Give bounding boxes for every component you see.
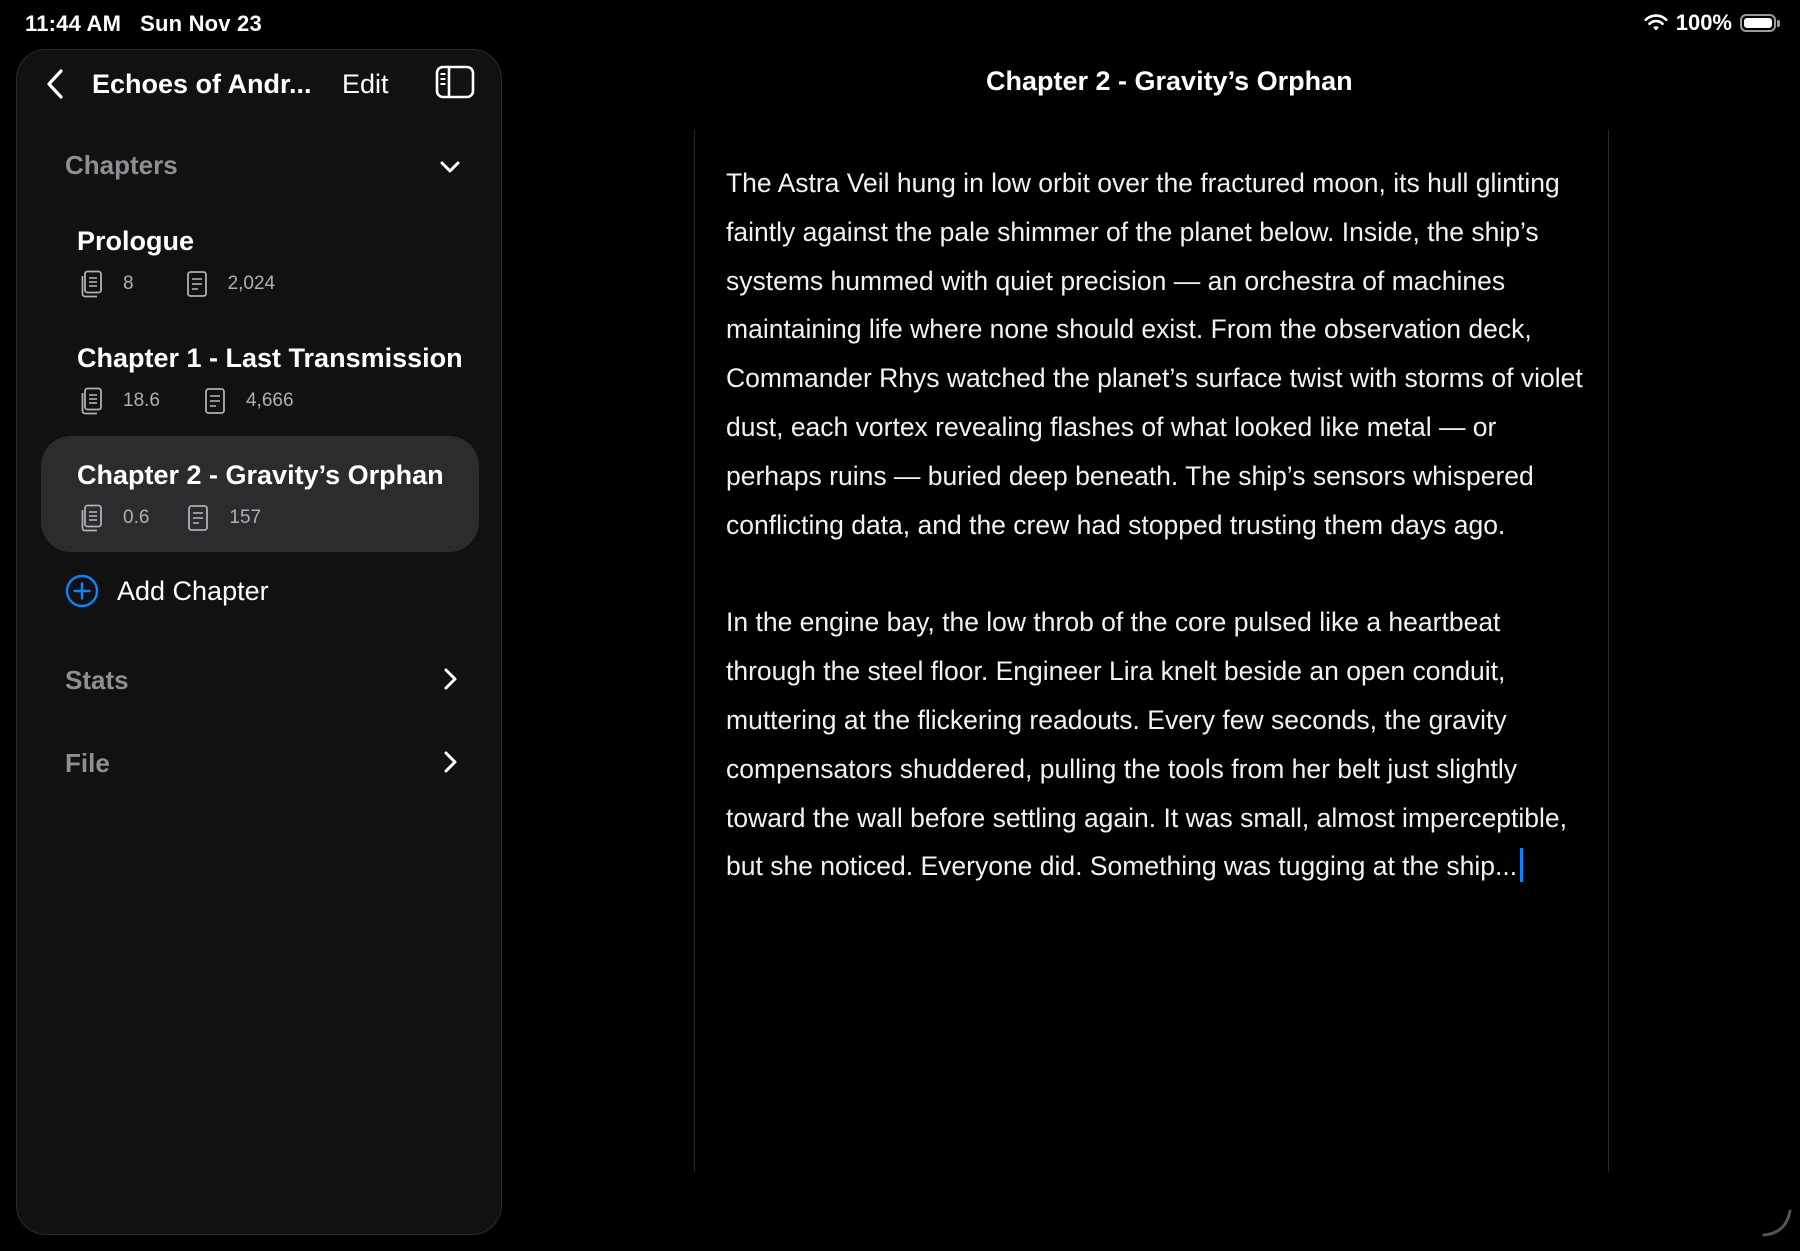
battery-icon: [1740, 14, 1776, 32]
add-chapter-label: Add Chapter: [117, 575, 269, 606]
status-bar: [0, 0, 1800, 48]
chapter-title: Prologue: [77, 226, 195, 256]
chapter-item-prologue[interactable]: [41, 202, 479, 318]
back-button[interactable]: [37, 64, 73, 104]
chapter-item-chapter-2[interactable]: [41, 436, 479, 552]
stats-section-label[interactable]: Stats: [65, 665, 129, 695]
chapter-meta: [81, 270, 307, 298]
chevron-right-icon[interactable]: [437, 749, 463, 775]
word-count: 4,666: [245, 390, 294, 411]
page-count: 0.6: [123, 507, 150, 528]
battery-level: [1744, 18, 1772, 28]
chapters-section-label[interactable]: Chapters: [65, 150, 178, 180]
word-count: 2,024: [227, 273, 276, 294]
text-cursor: [1520, 848, 1523, 882]
text-editor[interactable]: [726, 159, 1596, 940]
chapter-item-chapter-1[interactable]: [41, 319, 479, 435]
edit-button[interactable]: Edit: [342, 69, 389, 99]
status-indicators: [1644, 10, 1776, 36]
chapter-meta: [81, 387, 326, 415]
editor-left-border: [694, 130, 695, 1172]
sidebar-toggle-icon[interactable]: [435, 65, 475, 99]
chevron-down-icon[interactable]: [437, 154, 463, 180]
clock-time: 11:44 AM: [25, 11, 122, 36]
words-icon: [187, 504, 209, 532]
file-section-label[interactable]: File: [65, 748, 110, 778]
sidebar-header: [17, 50, 501, 118]
plus-circle-icon: [65, 574, 99, 608]
words-icon: [186, 270, 208, 298]
chapter-title: Chapter 2 - Gravity’s Orphan: [77, 460, 444, 490]
chapter-title: Chapter 1 - Last Transmission: [77, 343, 463, 373]
pages-icon: [81, 387, 103, 415]
document-title[interactable]: Echoes of Andr...: [92, 69, 312, 99]
paragraph[interactable]: The Astra Veil hung in low orbit over the fractured moon, its hull glinting faintly against the pale shimmer of the planet below. Inside, the ship’s systems hummed with quiet precision — an orchestra of machines maintaining life where none should exist. From the observation deck, Commander Rhys watched the planet’s surface twist with storms of violet dust, each vortex revealing flashes of what looked like metal — or perhaps ruins — buried deep beneath. The ship’s sensors whispered conflicting data, and the crew had stopped trusting them days ago.: [726, 168, 1583, 540]
editor-right-border: [1608, 130, 1609, 1172]
words-icon: [204, 387, 226, 415]
page-count: 8: [123, 273, 134, 294]
page-count: 18.6: [123, 390, 160, 411]
pages-icon: [81, 504, 103, 532]
resize-handle-icon[interactable]: [1760, 1205, 1794, 1239]
paragraph-text: In the engine bay, the low throb of the core pulsed like a heartbeat through the steel floor. Engineer Lira knelt beside an open conduit, muttering at the flickering readouts. Every few seconds, the gravity compensators shuddered, pulling the tools from her belt just slightly toward the wall before settling again. It was small, almost imperceptible, but she noticed. Everyone did. Something was tugging at the ship...: [726, 607, 1568, 882]
chapter-meta: [81, 504, 293, 532]
sidebar: [16, 49, 502, 1235]
status-time: [25, 11, 262, 37]
chevron-left-icon: [46, 68, 64, 100]
clock-date: Sun Nov 23: [140, 11, 262, 36]
add-chapter-button[interactable]: [65, 571, 269, 611]
chapter-heading: Chapter 2 - Gravity’s Orphan: [986, 66, 1353, 96]
wifi-icon: [1644, 14, 1668, 32]
battery-percentage: 100%: [1675, 10, 1732, 35]
chevron-right-icon[interactable]: [437, 666, 463, 692]
paragraph[interactable]: [726, 598, 1596, 891]
pages-icon: [81, 270, 103, 298]
word-count: 157: [229, 507, 262, 528]
